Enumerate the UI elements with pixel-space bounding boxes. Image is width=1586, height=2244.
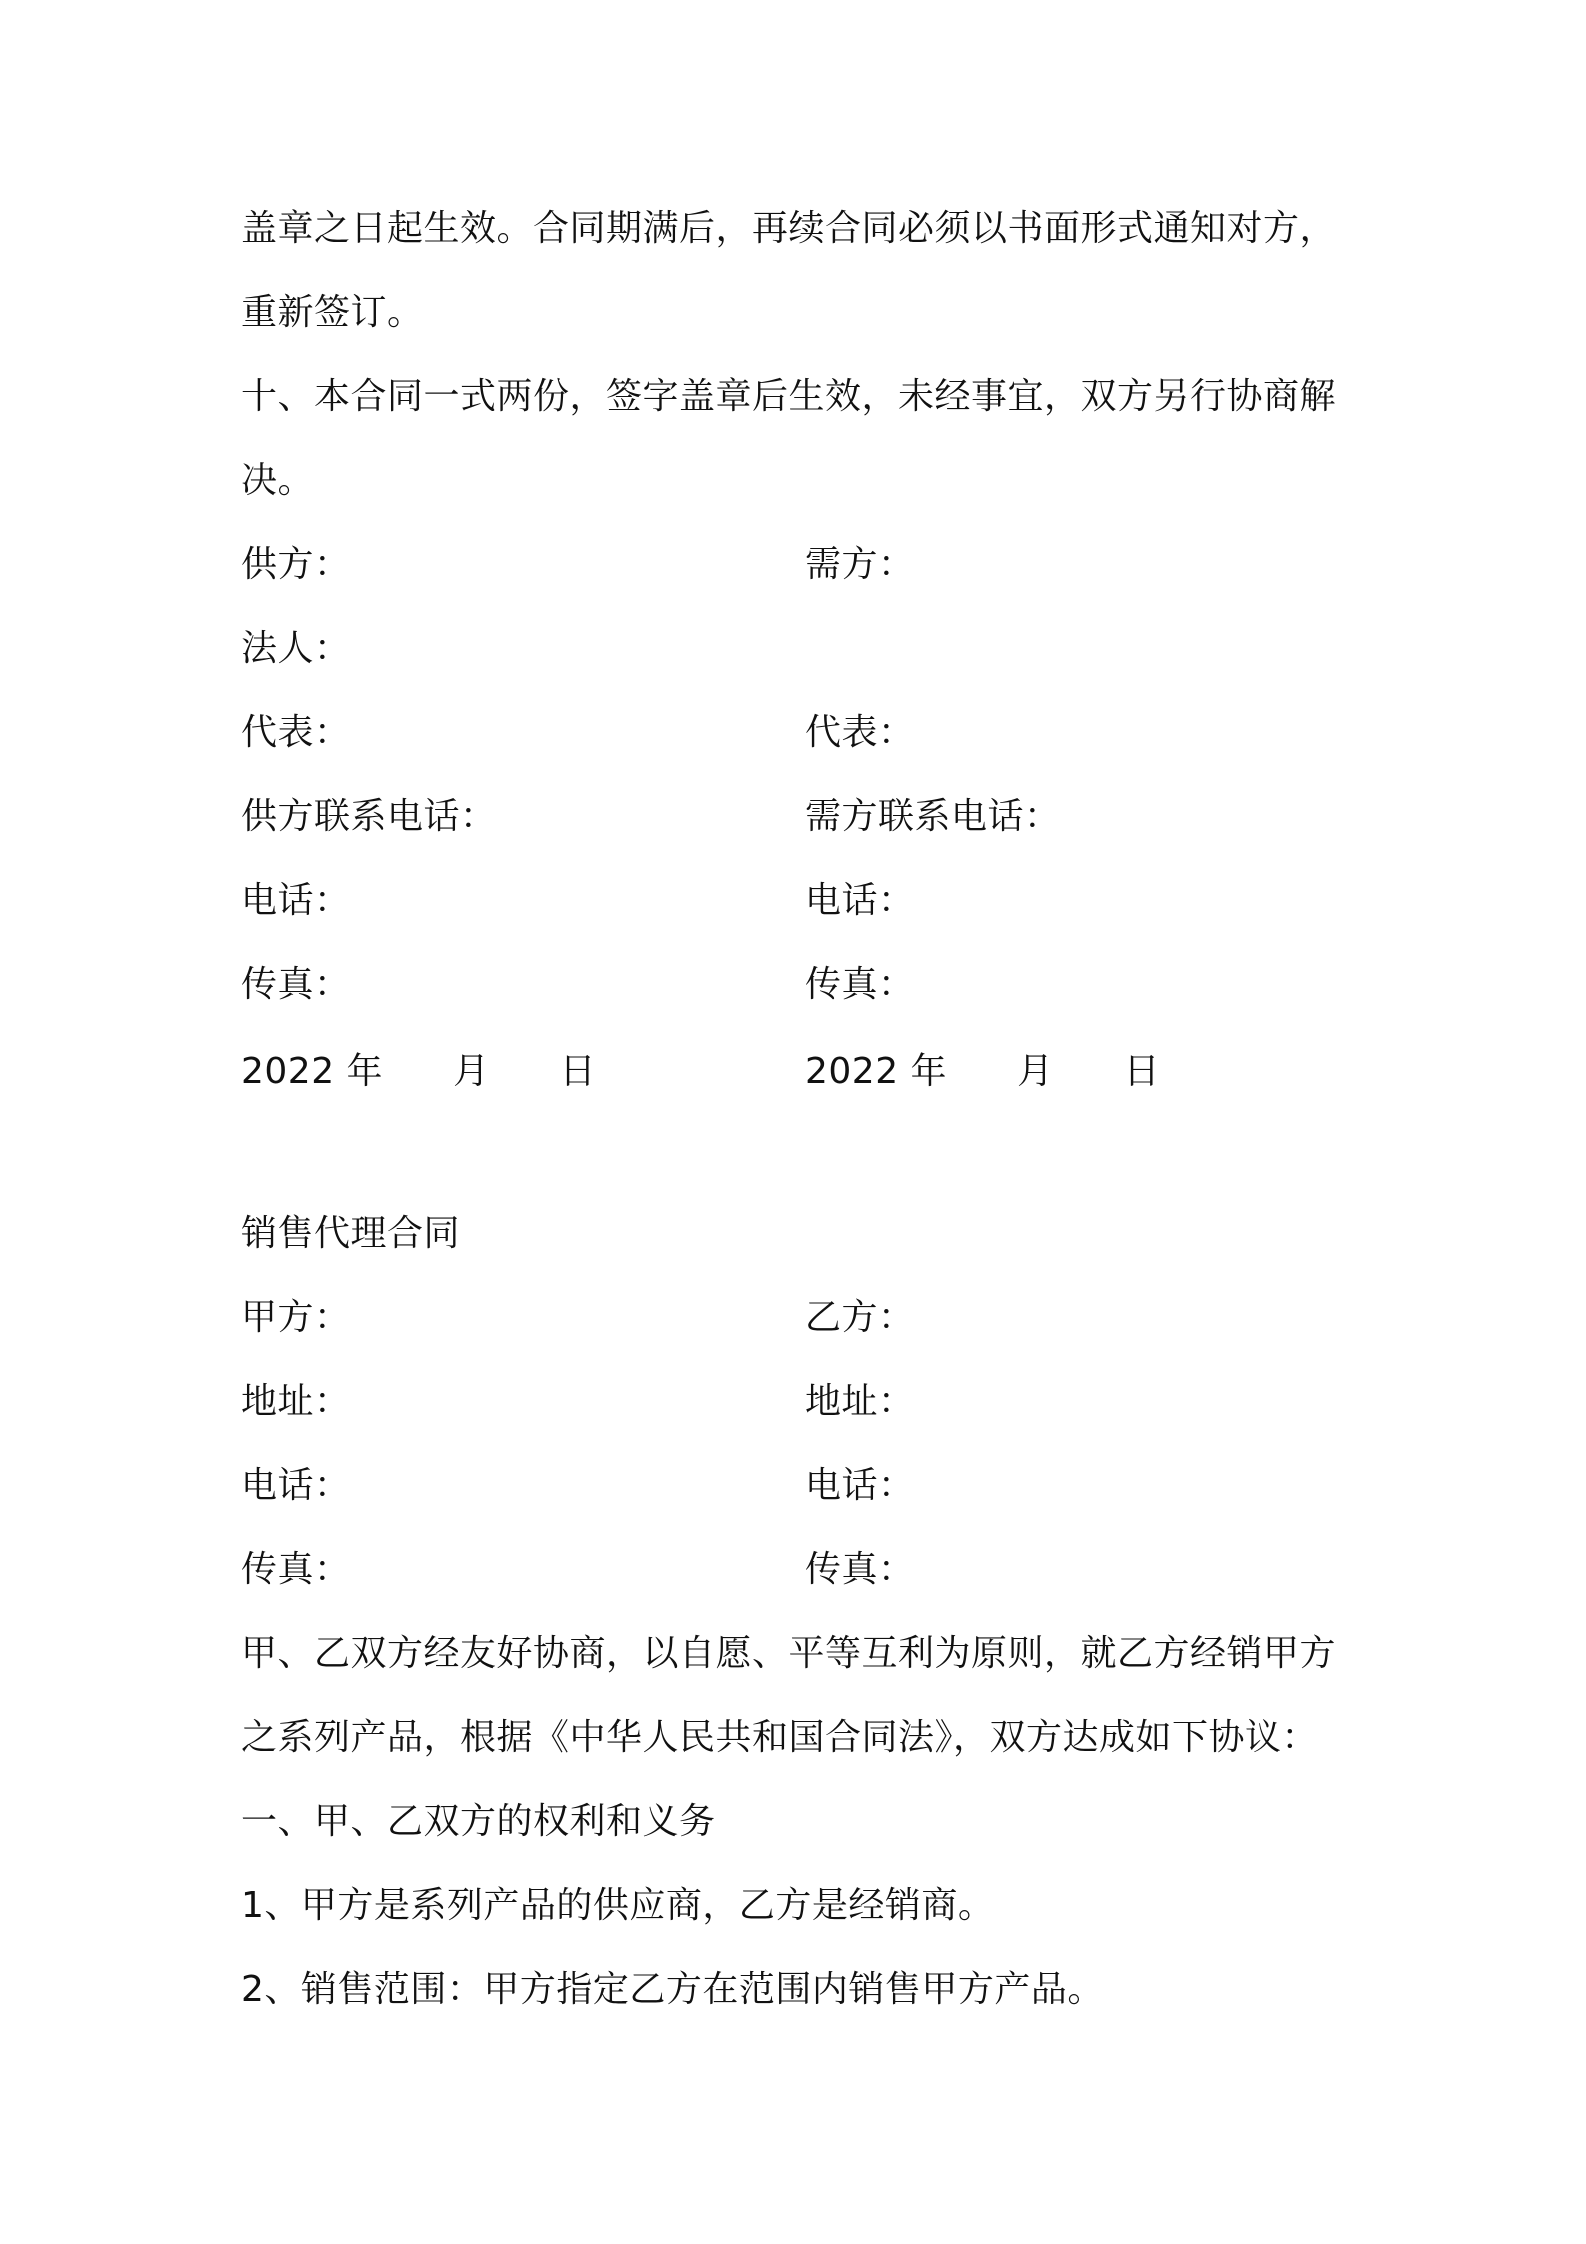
buyer-fax-label: 传真： bbox=[805, 964, 915, 1005]
intro-line1: 甲、乙双方经友好协商，以自愿、平等互利为原则，就乙方经销甲方 bbox=[241, 1633, 1337, 1674]
party-a-phone-label: 电话： bbox=[241, 1465, 351, 1506]
party-a-address-label: 地址： bbox=[241, 1381, 351, 1422]
contract-end-line1: 盖章之日起生效。合同期满后，再续合同必须以书面形式通知对方， bbox=[241, 208, 1337, 249]
legal-person-label: 法人： bbox=[241, 628, 351, 669]
supplier-date-month: 月 bbox=[453, 1051, 490, 1092]
buyer-label: 需方： bbox=[805, 544, 915, 585]
contract-end-line2: 重新签订。 bbox=[241, 292, 424, 333]
supplier-phone-label: 电话： bbox=[241, 880, 351, 921]
buyer-date-year: 2022 年 bbox=[805, 1051, 948, 1092]
supplier-date-year: 2022 年 bbox=[241, 1051, 384, 1092]
sales-contract-title: 销售代理合同 bbox=[241, 1213, 461, 1254]
clause10-line1: 十、本合同一式两份，签字盖章后生效，未经事宜，双方另行协商解 bbox=[241, 376, 1337, 417]
item2: 2、销售范围：甲方指定乙方在范围内销售甲方产品。 bbox=[241, 1969, 1104, 2010]
party-b-address-label: 地址： bbox=[805, 1381, 915, 1422]
party-a-label: 甲方： bbox=[241, 1297, 351, 1338]
buyer-representative-label: 代表： bbox=[805, 712, 915, 753]
supplier-representative-label: 代表： bbox=[241, 712, 351, 753]
buyer-date-month: 月 bbox=[1017, 1051, 1054, 1092]
clause10-line2: 决。 bbox=[241, 460, 315, 501]
supplier-label: 供方： bbox=[241, 544, 351, 585]
item1: 1、甲方是系列产品的供应商，乙方是经销商。 bbox=[241, 1885, 995, 1926]
supplier-fax-label: 传真： bbox=[241, 964, 351, 1005]
supplier-contact-phone-label: 供方联系电话： bbox=[241, 796, 497, 837]
buyer-contact-phone-label: 需方联系电话： bbox=[805, 796, 1061, 837]
buyer-date-day: 日 bbox=[1123, 1051, 1161, 1092]
buyer-date bbox=[805, 1050, 1160, 1094]
buyer-phone-label: 电话： bbox=[805, 880, 915, 921]
intro-line2: 之系列产品，根据《中华人民共和国合同法》，双方达成如下协议： bbox=[241, 1717, 1319, 1758]
party-b-phone-label: 电话： bbox=[805, 1465, 915, 1506]
section1-title: 一、甲、乙双方的权利和义务 bbox=[241, 1801, 716, 1842]
supplier-date-day: 日 bbox=[559, 1051, 597, 1092]
party-a-fax-label: 传真： bbox=[241, 1549, 351, 1590]
party-b-label: 乙方： bbox=[805, 1297, 915, 1338]
supplier-date bbox=[241, 1050, 596, 1094]
party-b-fax-label: 传真： bbox=[805, 1549, 915, 1590]
